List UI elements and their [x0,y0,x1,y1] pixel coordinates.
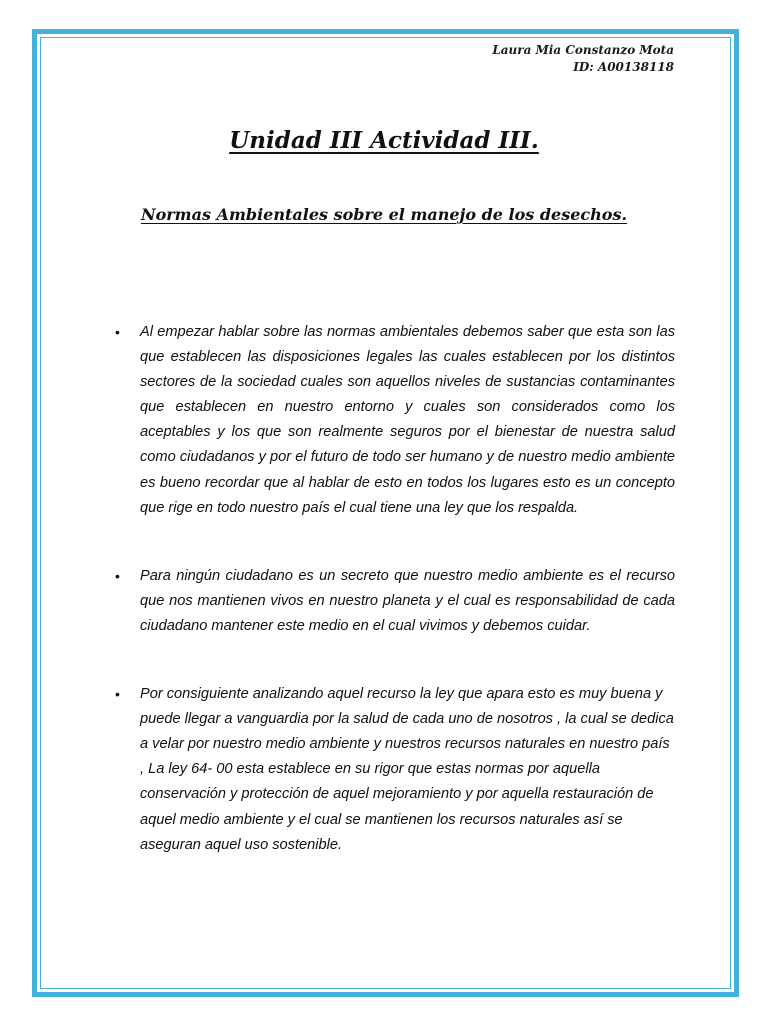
paragraph-text: Al empezar hablar sobre las normas ambientales debemos saber que esta son las que establecen las disposiciones legales las cuales establecen por los distintos sectores de la sociedad cuales son aquellos niveles de sustancias contaminantes que establecen en nuestro entorno y cuales son considerados como los aceptables y los que son realmente seguros por el bienestar de nuestra salud como ciudadanos y por el futuro de todo ser humano y de nuestro medio ambiente es bueno recordar que al hablar de esto en todos los lugares esto es un concepto que rige en todo nuestro país el cual tiene una ley que los respalda. [140,324,675,516]
paragraph-text: Por consiguiente analizando aquel recurso la ley que apara esto es muy buena y puede llegar a vanguardia por la salud de cada uno de nosotros , la cual se dedica a velar por nuestro medio ambiente y nuestros recursos naturales en nuestro país , La ley 64- 00 esta establece en su rigor que estas normas por aquella conservación y protección de aquel mejoramiento y por aquella restauración de aquel medio ambiente y el cual se mantienen los recursos naturales así se aseguran aquel uso sostenible. [140,686,674,853]
document-title: Unidad III Actividad III. [229,127,539,154]
author-block [492,42,674,76]
bullet-list [115,320,675,858]
list-item [115,320,675,521]
paragraph-text: Para ningún ciudadano es un secreto que nuestro medio ambiente es el recurso que nos mantienen vivos en nuestro planeta y el cual es responsabilidad de cada ciudadano mantener este medio en el cual vivimos y debemos cuidar. [140,567,675,634]
list-item [115,564,675,639]
document-subtitle: Normas Ambientales sobre el manejo de los desechos. [140,205,628,224]
bullet-icon: • [115,686,120,703]
author-id: ID: A00138118 [573,60,674,74]
author-name: Laura Mia Constanzo Mota [492,43,674,57]
bullet-icon: • [115,324,120,340]
bullet-icon: • [115,567,120,584]
list-item [115,682,675,858]
